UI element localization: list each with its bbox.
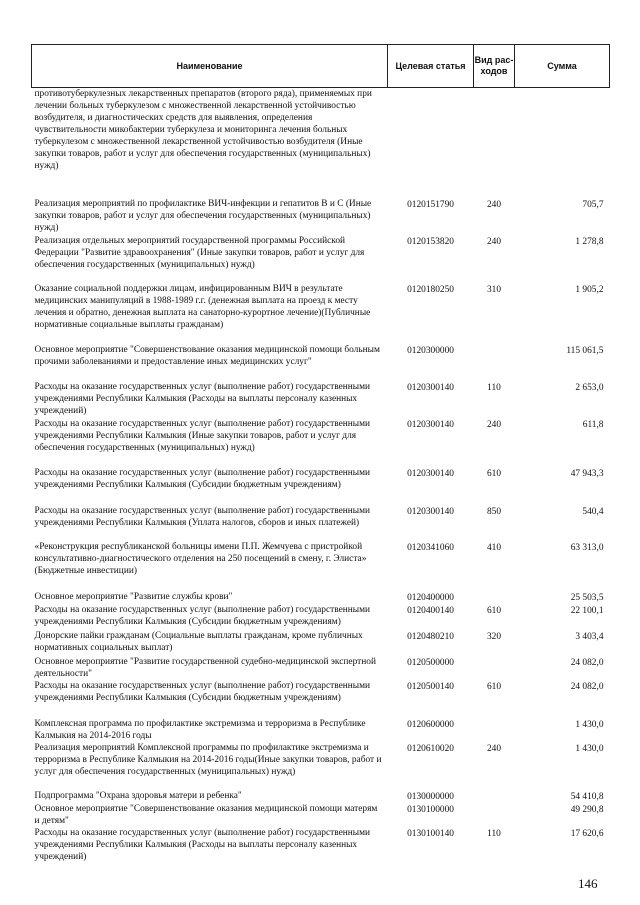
row-expense-type-cell: 610	[486, 468, 502, 479]
table-row	[32, 718, 610, 742]
row-target-article-cell: 0120300000	[407, 345, 454, 356]
row-expense-type-cell: 310	[486, 284, 502, 295]
row-name-cell: Реализация отдельных мероприятий государственной программы Российской Федерации "Развитие здравоохранения" (Иные закупки товаров, работ и услуг для обеспечения государственных (муниципальных) нужд)	[34, 235, 365, 270]
table-row	[32, 541, 610, 591]
row-name-cell: Основное мероприятие "Совершенствование оказания медицинской помощи матерям и детям"	[34, 803, 378, 826]
row-sum-cell: 24 082,0	[570, 657, 604, 668]
table-row	[32, 467, 610, 505]
table-row	[32, 283, 610, 344]
budget-table-sheet	[31, 44, 609, 867]
row-name-cell: Реализация мероприятий по профилактике ВИЧ-инфекции и гепатитов В и С (Иные закупки товаров, работ и услуг для обеспечения государственных (муниципальных) нужд)	[34, 198, 372, 233]
row-name-cell: Расходы на оказание государственных услуг (выполнение работ) государственными учреждениями Республики Калмыкия (Субсидии бюджетным учреждениям)	[34, 467, 371, 490]
row-sum-cell: 115 061,5	[566, 345, 604, 356]
row-target-article-cell: 0120153820	[407, 236, 454, 247]
table-row	[32, 630, 610, 656]
row-expense-type-cell: 610	[486, 605, 502, 616]
row-target-article-cell: 0120300140	[407, 506, 454, 517]
row-target-article-cell: 0130000000	[407, 791, 454, 802]
row-sum-cell: 49 290,8	[570, 804, 604, 815]
row-sum-cell: 63 313,0	[570, 542, 604, 553]
row-name-cell: Основное мероприятие "Развитие службы крови"	[34, 591, 233, 602]
row-expense-type-cell	[474, 790, 515, 803]
table-row	[32, 656, 610, 680]
row-expense-type-cell: 240	[486, 236, 502, 247]
row-sum-cell: 705,7	[582, 199, 604, 210]
row-expense-type-cell	[474, 718, 515, 742]
row-expense-type-cell: 110	[487, 828, 501, 839]
row-sum-cell: 2 653,0	[575, 382, 604, 393]
row-name-cell: Донорские пайки гражданам (Социальные выплаты гражданам, кроме публичных нормативных социальных выплат)	[34, 630, 363, 653]
row-sum-cell: 1 430,0	[575, 743, 604, 754]
row-target-article-cell: 0120600000	[407, 719, 454, 730]
table-row	[32, 680, 610, 718]
row-sum-cell: 540,4	[582, 506, 604, 517]
row-target-article-cell: 0120300140	[407, 419, 454, 430]
table-row	[32, 198, 610, 235]
row-expense-type-cell: 240	[486, 199, 502, 210]
row-expense-type-cell	[474, 803, 515, 827]
row-sum-cell: 47 943,3	[570, 468, 604, 479]
row-name-cell: Оказание социальной поддержки лицам, инфицированным ВИЧ в результате медицинских манипуляций в 1988-1989 г.г. (денежная выплата на проезд к месту лечения и обратно, денежная выплата на санаторно-курортное лечение)(Публичные нормативные социальные выплаты гражданам)	[34, 283, 371, 330]
row-name-cell: «Реконструкция республиканской больницы имени П.П. Жемчуева с пристройкой консультативно-диагностического отделения на 250 посещений в смену, г. Элиста» (Бюджетные инвестиции)	[34, 541, 367, 576]
table-row	[32, 235, 610, 283]
row-sum-cell: 24 082,0	[570, 681, 604, 692]
header-name: Наименование	[32, 45, 388, 88]
row-target-article-cell: 0120341060	[407, 542, 454, 553]
row-name-cell: Комплексная программа по профилактике экстремизма и терроризма в Республике Калмыкия на 2014-2016 годы	[34, 718, 366, 741]
header-target-article: Целевая статья	[388, 45, 474, 88]
row-name-cell: Расходы на оказание государственных услуг (выполнение работ) государственными учреждениями Республики Калмыкия (Уплата налогов, сборов и иных платежей)	[34, 505, 371, 528]
row-expense-type-cell: 410	[486, 542, 502, 553]
row-expense-type-cell	[474, 88, 515, 198]
row-target-article-cell: 0120400000	[407, 592, 454, 603]
table-row	[32, 742, 610, 790]
row-sum-cell: 611,8	[582, 419, 604, 430]
row-name-cell: Основное мероприятие "Совершенствование оказания медицинской помощи больным прочими заболеваниями и предоставление иных медицинских услуг"	[34, 344, 380, 367]
table-row	[32, 505, 610, 541]
row-name-cell: Расходы на оказание государственных услуг (выполнение работ) государственными учреждениями Республики Калмыкия (Расходы на выплаты персоналу казенных учреждений)	[34, 827, 371, 862]
row-sum-cell: 17 620,6	[570, 828, 604, 839]
row-sum-cell	[515, 88, 610, 198]
row-target-article-cell: 0120610020	[407, 743, 454, 754]
row-target-article-cell	[388, 88, 474, 198]
row-target-article-cell: 0120500140	[407, 681, 454, 692]
row-expense-type-cell: 110	[487, 382, 501, 393]
row-expense-type-cell	[474, 344, 515, 381]
row-sum-cell: 22 100,1	[570, 605, 604, 616]
row-expense-type-cell	[474, 656, 515, 680]
table-row	[32, 88, 610, 198]
row-expense-type-cell: 320	[486, 631, 502, 642]
table-row	[32, 604, 610, 630]
table-row	[32, 591, 610, 604]
budget-table	[31, 44, 610, 867]
row-expense-type-cell	[474, 591, 515, 604]
table-row	[32, 803, 610, 827]
row-sum-cell: 3 403,4	[575, 631, 604, 642]
row-expense-type-cell: 240	[486, 419, 502, 430]
page-number: 146	[578, 876, 598, 891]
row-expense-type-cell: 850	[486, 506, 502, 517]
row-expense-type-cell: 240	[486, 743, 502, 754]
table-row	[32, 790, 610, 803]
row-target-article-cell: 0120300140	[407, 468, 454, 479]
row-sum-cell: 1 430,0	[575, 719, 604, 730]
row-name-cell: Расходы на оказание государственных услуг (выполнение работ) государственными учреждениями Республики Калмыкия (Расходы на выплаты персоналу казенных учреждений)	[34, 381, 371, 416]
header-sum: Сумма	[515, 45, 610, 88]
row-target-article-cell: 0130100000	[407, 804, 454, 815]
row-target-article-cell: 0130100140	[407, 828, 454, 839]
row-sum-cell: 54 410,8	[570, 791, 604, 802]
row-target-article-cell: 0120480210	[407, 631, 454, 642]
table-row	[32, 418, 610, 467]
row-name-cell: Расходы на оказание государственных услуг (выполнение работ) государственными учреждениями Республики Калмыкия (Субсидии бюджетным учреждениям)	[34, 680, 371, 703]
row-target-article-cell: 0120500000	[407, 657, 454, 668]
table-header-row	[32, 45, 610, 88]
row-name-cell: Расходы на оказание государственных услуг (выполнение работ) государственными учреждениями Республики Калмыкия (Иные закупки товаров, работ и услуг для обеспечения государственных (муниципальных) нужд)	[34, 418, 371, 453]
row-target-article-cell: 0120300140	[407, 382, 454, 393]
row-expense-type-cell: 610	[486, 681, 502, 692]
row-sum-cell: 1 278,8	[575, 236, 604, 247]
row-name-cell: Расходы на оказание государственных услуг (выполнение работ) государственными учреждениями Республики Калмыкия (Субсидии бюджетным учреждениям)	[34, 604, 371, 627]
row-name-cell: противотуберкулезных лекарственных препаратов (второго ряда), применяемых при лечении больных туберкулезом с множественной лекарственной устойчивостью возбудителя, и диагностических средств для выявления, определения чувствительности микобактерии туберкулеза и мониторинга лечения больных туберкулезом с множественной лекарственной устойчивостью возбудителя (Иные закупки товаров, работ и услуг для обеспечения государственных (муниципальных) нужд)	[34, 89, 372, 171]
row-target-article-cell: 0120400140	[407, 605, 454, 616]
row-name-cell: Основное мероприятие "Развитие государственной судебно-медицинской экспертной деятельности"	[34, 656, 376, 679]
row-name-cell: Реализация мероприятий Комплексной программы по профилактике экстремизма и терроризма в Республике Калмыкия на 2014-2016 годы(Иные закупки товаров, работ и услуг для обеспечения государственных (муниципальных) нужд)	[34, 742, 382, 777]
row-target-article-cell: 0120151790	[407, 199, 454, 210]
row-name-cell: Подпрограмма "Охрана здоровья матери и ребенка"	[34, 790, 242, 801]
header-expense-type: Вид рас-ходов	[474, 45, 515, 88]
table-row	[32, 344, 610, 381]
row-target-article-cell: 0120180250	[407, 284, 454, 295]
table-row	[32, 381, 610, 418]
table-row	[32, 827, 610, 867]
row-sum-cell: 1 905,2	[575, 284, 604, 295]
row-sum-cell: 25 503,5	[570, 592, 604, 603]
